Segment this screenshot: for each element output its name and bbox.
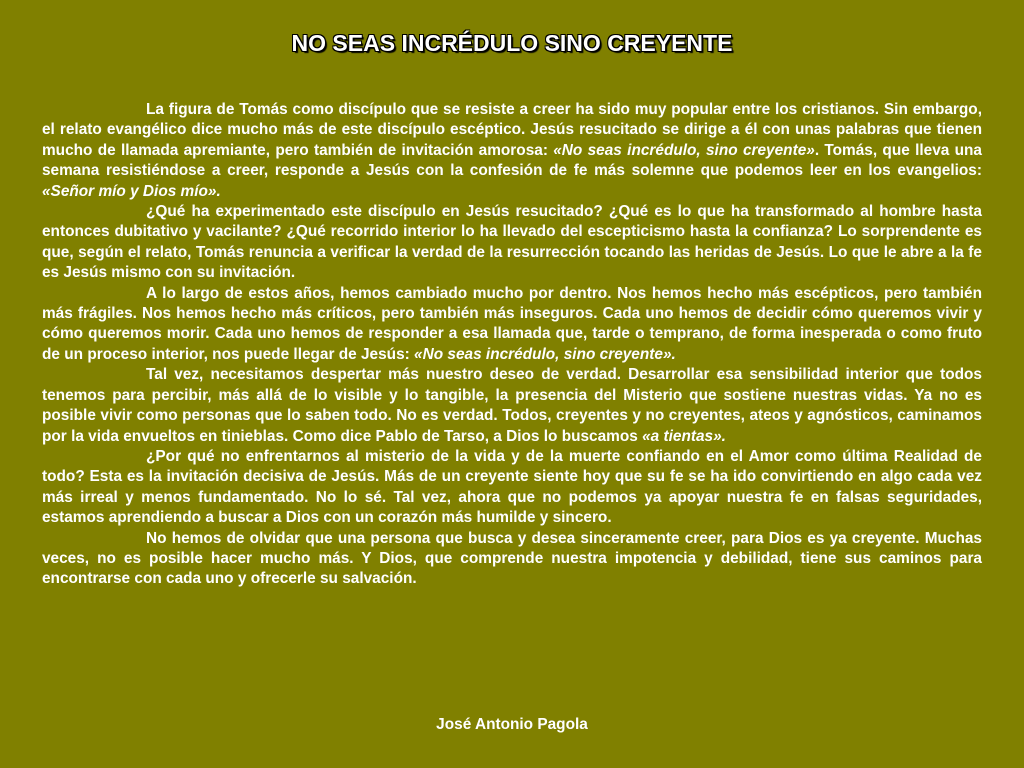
paragraph-2: ¿Qué ha experimentado este discípulo en Jesús resucitado? ¿Qué es lo que ha transformado al hombre hasta entonces dubitativo y vacilante? ¿Qué recorrido interior lo ha llevado del escepticismo hasta la confianza? Lo sorprendente es que, según el relato, Tomás renuncia a verificar la verdad de la resurrección tocando las heridas de Jesús. Lo que le abre a la fe es Jesús mismo con su invitación. (42, 203, 982, 282)
paragraph-6: No hemos de olvidar que una persona que busca y desea sinceramente creer, para Dios es ya creyente. Muchas veces, no es posible hacer mucho más. Y Dios, que comprende nuestra impotencia y debilidad, tiene sus caminos para encontrarse con cada uno y ofrecerle su salvación. (42, 529, 982, 588)
paragraph-4-text: Tal vez, necesitamos despertar más nuestro deseo de verdad. Desarrollar esa sensibilidad interior que todos tenemos para percibir, más allá de lo visible y lo tangible, la presencia del Misterio que sostiene nuestras vidas. Ya no es posible vivir como personas que lo saben todo. No es verdad. Todos, creyentes y no creyentes, ateos y agnósticos, caminamos por la vida envueltos en tinieblas. Como dice Pablo de Tarso, a Dios lo buscamos (42, 366, 982, 445)
paragraph-1-quote-a: «No seas incrédulo, sino creyente» (553, 141, 815, 159)
paragraph-3-quote: «No seas incrédulo, sino creyente». (414, 345, 676, 363)
author-signature: José Antonio Pagola (436, 716, 588, 733)
page-title: NO SEAS INCRÉDULO SINO CREYENTE (291, 30, 733, 56)
paragraph-3 (42, 284, 982, 366)
document-body (42, 100, 982, 590)
paragraph-1-quote-b: «Señor mío y Dios mío». (42, 182, 221, 200)
paragraph-4 (42, 365, 982, 447)
paragraph-1 (42, 100, 982, 202)
paragraph-1-text-b: . Tomás, que lleva una semana resistiéndose a creer, responde a Jesús con la confesión de fe más solemne que podemos leer en los evangelios: (42, 141, 982, 180)
paragraph-1-text-a: La figura de Tomás como discípulo que se resiste a creer ha sido muy popular entre los cristianos. Sin embargo, el relato evangélico dice mucho más de este discípulo escéptico. Jesús resucitado se dirige a él con unas palabras que tienen mucho de llamada apremiante, pero también de invitación amorosa: (42, 101, 982, 159)
paragraph-5: ¿Por qué no enfrentarnos al misterio de la vida y de la muerte confiando en el Amor como última Realidad de todo? Esta es la invitación decisiva de Jesús. Más de un creyente siente hoy que su fe se ha ido convirtiendo en algo cada vez más irreal y menos fundamentado. No lo sé. Tal vez, ahora que no podemos ya apoyar nuestra fe en falsas seguridades, estamos aprendiendo a buscar a Dios con un corazón más humilde y sincero. (42, 447, 982, 527)
paragraph-4-quote: «a tientas». (642, 427, 726, 445)
paragraph-3-text: A lo largo de estos años, hemos cambiado mucho por dentro. Nos hemos hecho más escépticos, pero también más frágiles. Nos hemos hecho más críticos, pero también más inseguros. Cada uno hemos de decidir cómo queremos vivir y cómo queremos morir. Cada uno hemos de responder a esa llamada que, tarde o temprano, de forma inesperada o como fruto de un proceso interior, nos puede llegar de Jesús: (42, 284, 982, 363)
